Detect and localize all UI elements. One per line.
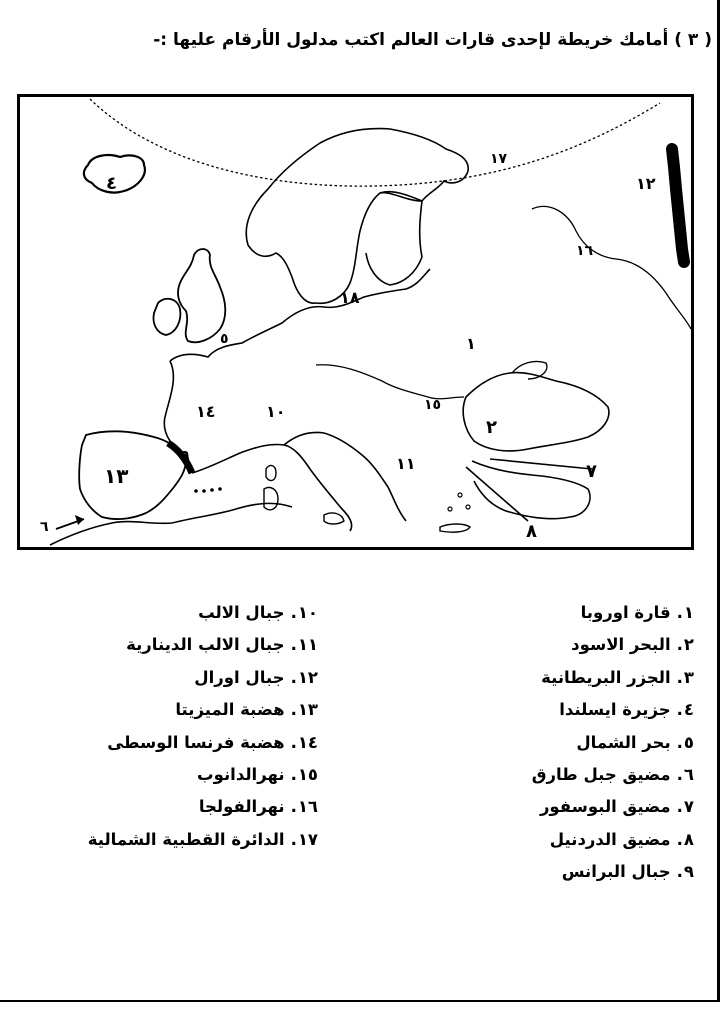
gibraltar-arrowhead (75, 515, 84, 525)
ural-mountains-band (672, 149, 684, 262)
legend-item: ٥.بحر الشمال (374, 728, 694, 760)
map-label-danube: ١٥ (424, 397, 442, 413)
bosphorus-pointer (490, 459, 592, 469)
legend-item-number: ١٤ (297, 732, 318, 752)
legend-item-number: ٦ (683, 764, 694, 784)
scandinavia-shape (246, 129, 468, 304)
legend-item-number: ١٣ (297, 700, 318, 720)
legend-item-text: مضيق البوسفور (539, 797, 671, 817)
legend-item-text: جبال الالب (198, 603, 285, 622)
arctic-circle-line (90, 99, 660, 186)
legend-item: ١.قارة اوروبا (374, 598, 694, 630)
legend-item-number: ٤ (683, 700, 694, 720)
legend-item-text: الجزر البريطانية (541, 667, 671, 687)
legend-item: ١٣.هضبة الميزيتا (18, 695, 318, 727)
corsica-shape (266, 466, 276, 481)
map-label-baltic: ١٨ (340, 288, 360, 307)
sardinia-shape (264, 487, 278, 509)
map-label-europe: ١ (466, 334, 476, 353)
legend-left-column (18, 598, 318, 857)
map-label-pyrenees: ٩ (180, 446, 190, 465)
crete-shape (440, 524, 470, 532)
legend-right-column (374, 598, 694, 890)
legend-item: ١٤.هضبة فرنسا الوسطى (18, 728, 318, 760)
europe-map-drawing (20, 97, 691, 547)
map-label-volga: ١٦ (576, 243, 594, 259)
map-label-arctic-circle: ١٧ (490, 151, 508, 167)
legend-item: ٧.مضيق البوسفور (374, 792, 694, 824)
map-label-massif-central: ١٤ (196, 402, 216, 421)
legend-item: ١٥.نهرالدانوب (18, 760, 318, 792)
legend-item: ٦.مضيق جبل طارق (374, 760, 694, 792)
map-label-dardanelles: ٨ (526, 521, 537, 542)
legend-item-number: ١١ (297, 635, 318, 655)
legend-item-text: جبال الالب الدينارية (126, 635, 285, 655)
map-label-bosphorus: ٧ (586, 461, 597, 482)
legend-item-text: هضبة فرنسا الوسطى (107, 732, 285, 752)
black-sea-shape (463, 373, 609, 451)
sicily-shape (324, 513, 344, 524)
legend-item-number: ٥ (683, 732, 694, 752)
legend-item: ١٢.جبال اورال (18, 663, 318, 695)
legend-item: ٣.الجزر البريطانية (374, 663, 694, 695)
med-coast (192, 433, 406, 532)
dardanelles-pointer (466, 467, 528, 521)
legend-item-number: ٩ (683, 862, 694, 882)
france-coast (164, 361, 173, 441)
map-label-iceland: ٤ (106, 173, 117, 194)
legend-item-text: جبال اورال (194, 667, 285, 687)
legend-item-text: بحر الشمال (576, 732, 671, 752)
legend-item-text: هضبة الميزيتا (175, 700, 285, 720)
legend-item: ٩.جبال البرانس (374, 857, 694, 889)
legend-item-number: ١٢ (297, 667, 318, 687)
legend-item-number: ١ (683, 603, 694, 622)
great-britain-shape (178, 249, 225, 342)
legend-item-text: مضيق جبل طارق (531, 764, 671, 784)
legend-item-text: جزيرة ايسلندا (559, 700, 671, 720)
europe-map (17, 94, 694, 550)
map-label-alps: ١٠ (266, 402, 286, 421)
ireland-shape (154, 299, 181, 335)
legend-item-text: مضيق الدردنيل (549, 829, 671, 849)
legend-item-number: ٢ (683, 635, 694, 655)
finland-shape (366, 192, 422, 285)
question-title: ( ٣ ) أمامك خريطة لإحدى قارات العالم اكتب مدلول الأرقام عليها :- (153, 30, 712, 50)
legend-item-number: ١٠ (297, 603, 318, 622)
map-label-urals: ١٢ (636, 174, 656, 193)
map-label-iberia: ١٣ (104, 464, 129, 488)
legend-item-text: الدائرة القطبية الشمالية (87, 829, 285, 849)
map-label-gibraltar: ٦ (40, 519, 49, 535)
volga-river (532, 206, 691, 329)
legend-item: ١٧.الدائرة القطبية الشمالية (18, 825, 318, 857)
legend-item: ١٠.جبال الالب (18, 598, 318, 630)
map-label-dinaric-alps: ١١ (396, 454, 416, 473)
legend-item-text: نهرالفولجا (198, 797, 285, 817)
legend-item-number: ٧ (683, 797, 694, 817)
legend-item-number: ١٥ (297, 764, 318, 784)
legend-item-number: ٣ (683, 667, 694, 687)
anatolia-coast (472, 461, 590, 519)
legend-item: ٨.مضيق الدردنيل (374, 825, 694, 857)
danube-river (316, 365, 464, 399)
legend-item: ١١.جبال الالب الدينارية (18, 630, 318, 662)
legend-item-number: ١٧ (297, 829, 318, 849)
legend-item-text: نهرالدانوب (197, 764, 285, 784)
legend-item-text: جبال البرانس (561, 862, 671, 882)
mainland-coast (170, 269, 430, 361)
legend-item-text: قارة اوروبا (580, 603, 671, 622)
legend-item: ١٦.نهرالفولجا (18, 792, 318, 824)
legend-item: ٢.البحر الاسود (374, 630, 694, 662)
legend-item-number: ١٦ (297, 797, 318, 817)
legend-item: ٤.جزيرة ايسلندا (374, 695, 694, 727)
legend-item-number: ٨ (683, 829, 694, 849)
map-label-north-sea: ٥ (220, 331, 229, 347)
map-label-black-sea: ٢ (486, 417, 497, 438)
africa-coast (50, 503, 292, 545)
legend-item-text: البحر الاسود (571, 635, 671, 655)
